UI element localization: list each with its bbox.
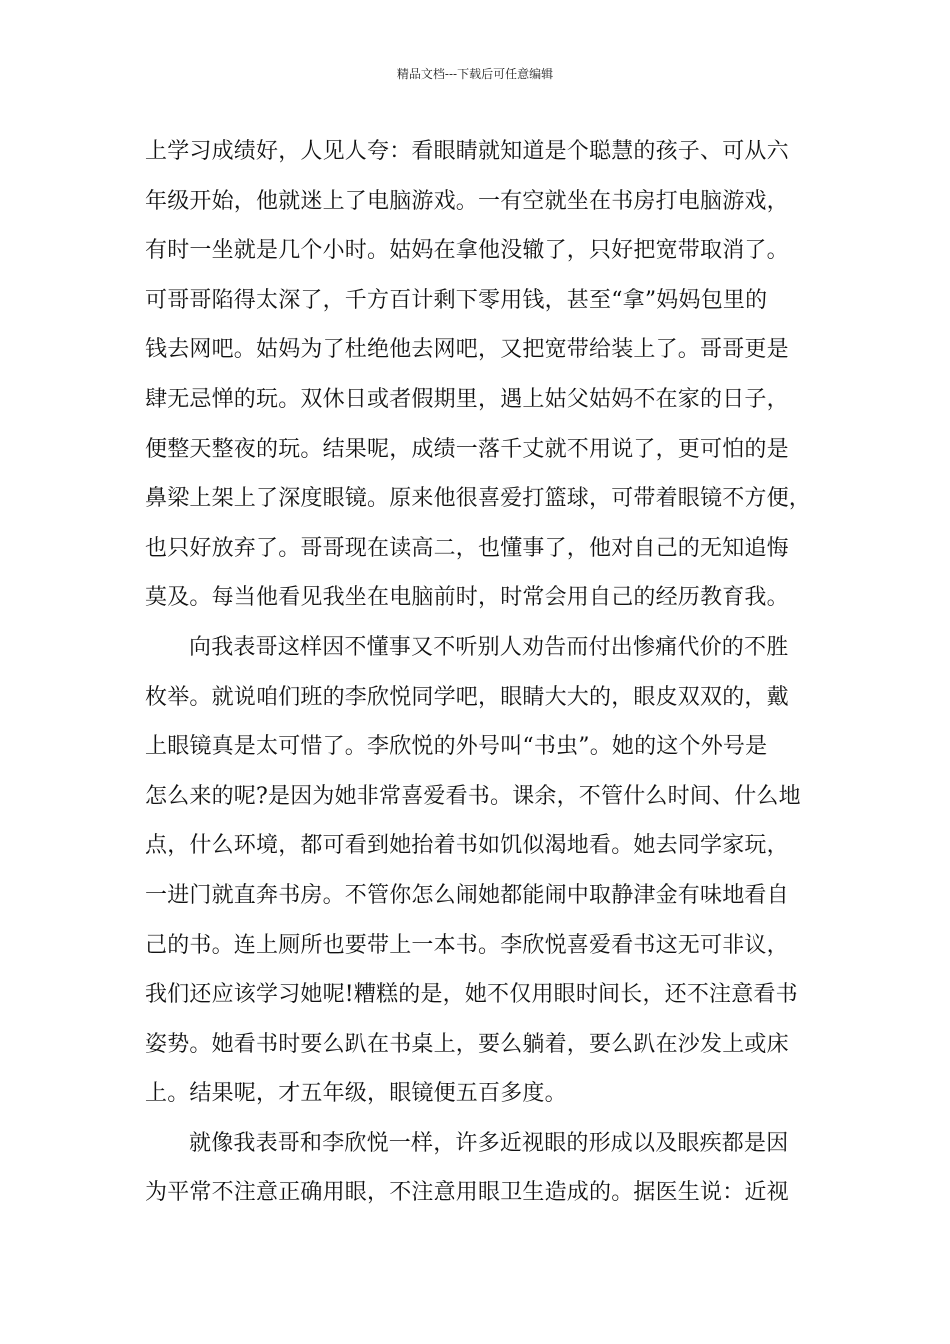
text-line: 莫及。每当他看见我坐在电脑前时，时常会用自己的经历教育我。 (145, 585, 789, 611)
text-line: 我们还应该学习她呢!糟糕的是，她不仅用眼时间长，还不注意看书 (145, 982, 798, 1008)
text-line: 姿势。她看书时要么趴在书桌上，要么躺着，要么趴在沙发上或床 (145, 1031, 789, 1057)
paragraph (145, 1119, 825, 1218)
document-body (145, 127, 825, 1218)
text-line: 年级开始，他就迷上了电脑游戏。一有空就坐在书房打电脑游戏， (145, 188, 789, 214)
text-line: 就像我表哥和李欣悦一样，许多近视眼的形成以及眼疾都是因 (189, 1130, 789, 1156)
text-line: 肆无忌惮的玩。双休日或者假期里，遇上姑父姑妈不在家的日子， (145, 386, 789, 412)
text-line: 上。结果呢，才五年级，眼镜便五百多度。 (145, 1081, 567, 1107)
text-line: 钱去网吧。姑妈为了杜绝他去网吧，又把宽带给装上了。哥哥更是 (145, 337, 789, 363)
text-line: 有时一坐就是几个小时。姑妈在拿他没辙了，只好把宽带取消了。 (145, 238, 789, 264)
text-line: 上眼镜真是太可惜了。李欣悦的外号叫“书虫”。她的这个外号是 (145, 734, 768, 760)
text-line: 也只好放弃了。哥哥现在读高二，也懂事了，他对自己的无知追悔 (145, 535, 789, 561)
text-line: 己的书。连上厕所也要带上一本书。李欣悦喜爱看书这无可非议， (145, 932, 789, 958)
text-line: 怎么来的呢?是因为她非常喜爱看书。课余，不管什么时间、什么地 (145, 783, 801, 809)
text-line: 枚举。就说咱们班的李欣悦同学吧，眼睛大大的，眼皮双双的，戴 (145, 684, 789, 710)
text-line: 为平常不注意正确用眼，不注意用眼卫生造成的。据医生说：近视 (145, 1180, 789, 1206)
text-line: 便整天整夜的玩。结果呢，成绩一落千丈就不用说了，更可怕的是 (145, 436, 789, 462)
text-line: 一进门就直奔书房。不管你怎么闹她都能闹中取静津金有味地看自 (145, 882, 789, 908)
text-line: 上学习成绩好，人见人夸：看眼睛就知道是个聪慧的孩子、可从六 (145, 139, 789, 164)
text-line: 点，什么环境，都可看到她抬着书如饥似渴地看。她去同学家玩， (145, 833, 789, 859)
text-line: 鼻梁上架上了深度眼镜。原来他很喜爱打篮球，可带着眼镜不方便， (145, 486, 812, 512)
text-line: 可哥哥陷得太深了，千方百计剩下零用钱，甚至“拿”妈妈包里的 (145, 287, 768, 313)
text-line: 向我表哥这样因不懂事又不听别人劝告而付出惨痛代价的不胜 (189, 634, 789, 660)
page-header: 精品文档---下载后可任意编辑 (396, 67, 554, 81)
paragraph (145, 127, 825, 623)
paragraph (145, 623, 825, 1119)
